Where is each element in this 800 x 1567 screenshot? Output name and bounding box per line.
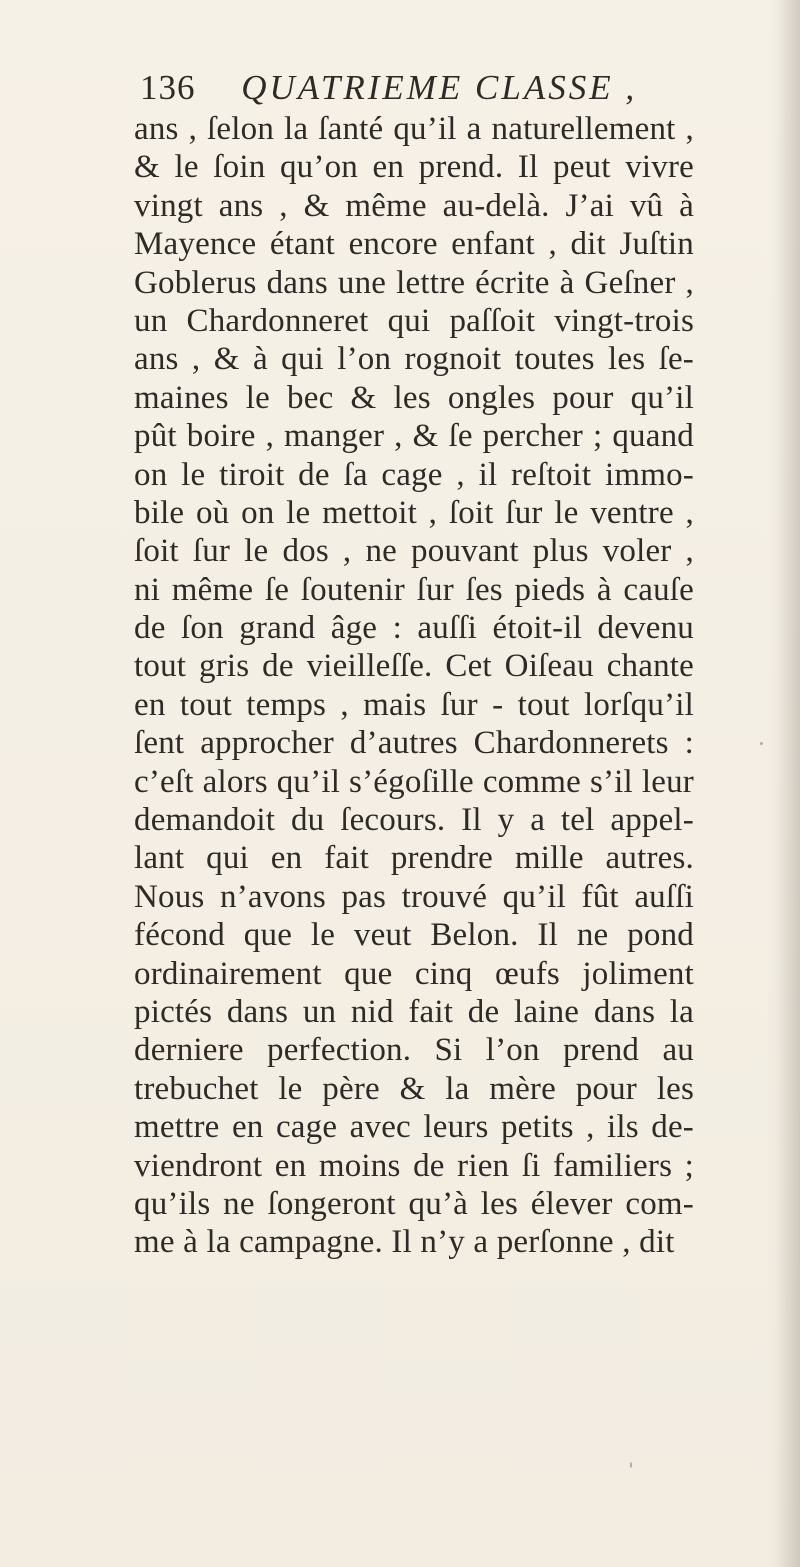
text-line: en tout temps , mais ſur - tout lorſqu’il <box>134 686 694 723</box>
text-line: ans , & à qui l’on rognoit toutes les ſe- <box>134 341 694 378</box>
paper-speck <box>760 742 763 745</box>
text-line: qu’ils ne ſongeront qu’à les élever com- <box>134 1185 694 1222</box>
text-line: tout gris de vieilleſſe. Cet Oiſeau chante <box>134 648 694 685</box>
text-line: vingt ans , & même au-delà. J’ai vû à <box>134 187 694 224</box>
running-head-title: QUATRIEME CLASSE , <box>241 68 638 107</box>
text-line: ordinairement que cinq œufs joliment <box>134 955 694 992</box>
text-line: ans , ſelon la ſanté qu’il a naturellement , <box>134 111 694 147</box>
text-line: maines le bec & les ongles pour qu’il <box>134 379 694 416</box>
text-line: ſoit ſur le dos , ne pouvant plus voler , <box>134 533 694 570</box>
text-line: Nous n’avons pas trouvé qu’il fût auſſi <box>134 878 694 915</box>
text-line: mettre en cage avec leurs petits , ils de- <box>134 1109 694 1146</box>
paper-speck <box>630 1462 632 1468</box>
text-line: c’eſt alors qu’il s’égoſille comme s’il leur <box>134 763 694 800</box>
text-line: fécond que le veut Belon. Il ne pond <box>134 917 694 954</box>
text-line: & le ſoin qu’on en prend. Il peut vivre <box>134 149 694 186</box>
text-line: un Chardonneret qui paſſoit vingt-trois <box>134 302 694 339</box>
text-line: trebuchet le père & la mère pour les <box>134 1070 694 1107</box>
text-line: viendront en moins de rien ſi familiers ; <box>134 1147 694 1184</box>
text-line: demandoit du ſecours. Il y a tel appel- <box>134 802 694 839</box>
text-line: Mayence étant encore enfant , dit Juſtin <box>134 226 694 263</box>
text-line: bile où on le mettoit , ſoit ſur le ventre , <box>134 494 694 531</box>
text-line: on le tiroit de ſa cage , il reſtoit immo- <box>134 456 694 493</box>
text-line: de ſon grand âge : auſſi étoit-il devenu <box>134 610 694 647</box>
text-line: lant qui en fait prendre mille autres. <box>134 840 694 877</box>
text-line: pût boire , manger , & ſe percher ; quand <box>134 418 694 455</box>
body-text <box>134 110 694 1262</box>
text-line: me à la campagne. Il n’y a perſonne , dit <box>134 1224 675 1261</box>
page-number: 136 <box>140 68 196 107</box>
text-line: pictés dans un nid fait de laine dans la <box>134 993 694 1030</box>
text-line: derniere perfection. Si l’on prend au <box>134 1032 694 1069</box>
text-line: ni même ſe ſoutenir ſur ſes pieds à cauſe <box>134 571 694 608</box>
text-line: Goblerus dans une lettre écrite à Geſner , <box>134 264 694 301</box>
text-line: ſent approcher d’autres Chardonnerets : <box>134 725 694 762</box>
running-head <box>140 66 680 110</box>
page-edge-shadow <box>778 0 800 1567</box>
